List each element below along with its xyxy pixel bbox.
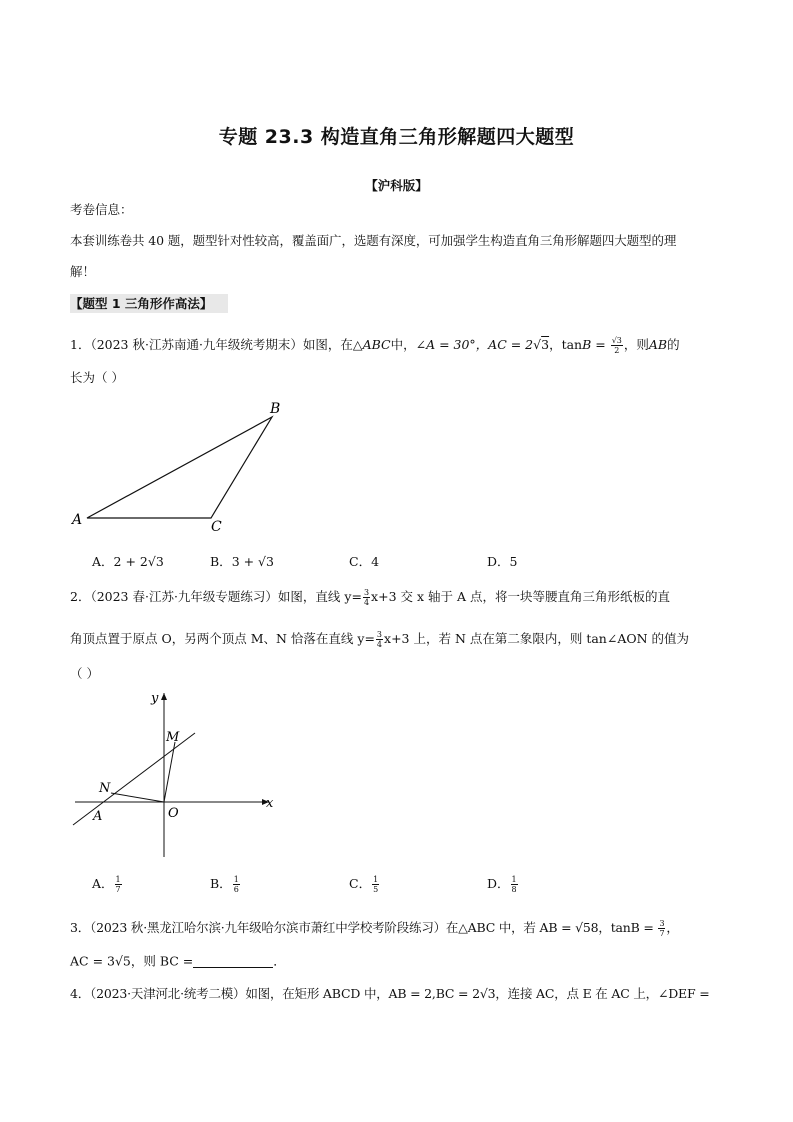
label-o: O xyxy=(168,806,179,821)
label-a: A xyxy=(93,809,103,824)
q2-coordinate-figure xyxy=(65,685,280,865)
label-y: y xyxy=(151,691,159,706)
q2-option-a[interactable]: A． $\frac{1}{7}$ xyxy=(92,875,121,894)
label-m: M xyxy=(166,730,180,745)
q1-option-a[interactable]: A．2 + 2√3 xyxy=(92,554,164,569)
exam-info-label: 考卷信息： xyxy=(70,202,133,217)
q3-fraction: $\frac{3}{7}$ xyxy=(659,919,665,938)
label-x: x xyxy=(266,796,274,811)
q1-option-b[interactable]: B．3 + √3 xyxy=(210,554,274,569)
label-b: B xyxy=(270,401,281,417)
label-c: C xyxy=(211,519,222,535)
q2-fraction-1: $\frac{3}{4}$ xyxy=(363,588,370,607)
page-title: 专题 23.3 构造直角三角形解题四大题型 xyxy=(218,126,575,148)
q1-option-d[interactable]: D．5 xyxy=(487,554,518,569)
q2-option-c[interactable]: C． $\frac{1}{5}$ xyxy=(349,875,379,894)
q1-triangle-figure xyxy=(60,395,300,535)
intro-line-1: 本套训练卷共 40 题，题型针对性较高，覆盖面广，选题有深度，可加强学生构造直角三角形解题四大题型的理 xyxy=(70,233,677,248)
q1-line-1: 1．（2023 秋·江苏南通·九年级统考期末）如图，在△ABC中，∠A = 30°，AC = 2√3，tanB = $\frac{√3}{2}$ ，则AB的 xyxy=(70,336,680,355)
q2-fraction-2: $\frac{3}{4}$ xyxy=(376,630,383,649)
edition-label: 【沪科版】 xyxy=(365,178,428,193)
q3-line-2: AC = 3√5，则 BC = ． xyxy=(70,953,286,969)
answer-blank[interactable] xyxy=(193,955,273,968)
segment-on xyxy=(111,793,164,802)
q4-line-1: 4．（2023·天津河北·统考二模）如图，在矩形 ABCD 中，AB = 2,BC = 2√3，连接 AC，点 E 在 AC 上，∠DEF = xyxy=(70,986,710,1001)
q1-fraction: $\frac{√3}{2}$ xyxy=(611,336,622,355)
q2-option-d[interactable]: D． $\frac{1}{8}$ xyxy=(487,875,517,894)
q2-line-1: 2．（2023 春·江苏·九年级专题练习）如图，直线 y= $\frac{3}{4}$ x+3 交 x 轴于 A 点，将一块等腰直角三角形纸板的直 xyxy=(70,588,670,607)
q2-option-b[interactable]: B． $\frac{1}{6}$ xyxy=(210,875,239,894)
label-a: A xyxy=(72,512,83,528)
q1-line-2: 长为（ ） xyxy=(70,370,124,385)
label-n: N xyxy=(99,781,111,796)
y-axis-arrow-icon xyxy=(161,693,167,700)
triangle-abc xyxy=(87,417,272,518)
section-heading: 【题型 1 三角形作高法】 xyxy=(70,294,228,313)
q1-option-c[interactable]: C．4 xyxy=(349,554,380,569)
intro-line-2: 解！ xyxy=(70,264,96,279)
q2-line-3: （ ） xyxy=(70,666,99,681)
q3-line-1: 3．（2023 秋·黑龙江哈尔滨·九年级哈尔滨市萧红中学校考阶段练习）在△ABC 中，若 AB = √58，tanB = $\frac{3}{7}$ ， xyxy=(70,919,679,938)
q2-line-2: 角顶点置于原点 O，另两个顶点 M、N 恰落在直线 y= $\frac{3}{4}$ x+3 上，若 N 点在第二象限内，则 tan∠AON 的值为 xyxy=(70,630,690,649)
segment-om xyxy=(164,742,175,802)
